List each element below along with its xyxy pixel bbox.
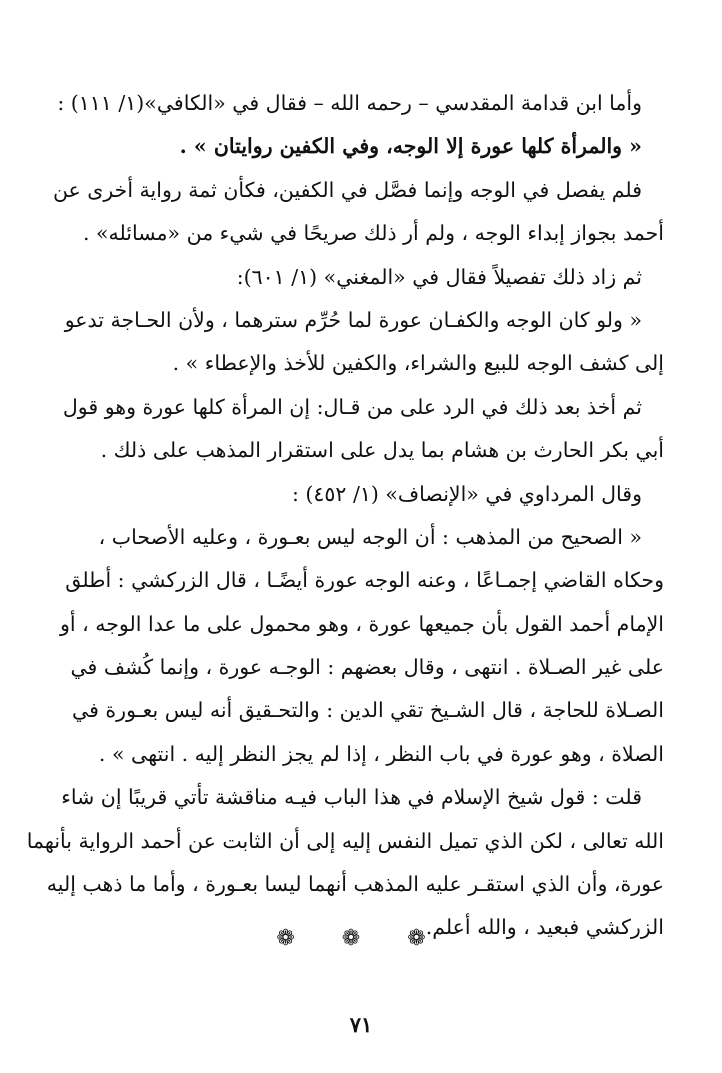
text-line: أبي بكر الحارث بن هشام بما يدل على استقرار المذهب على ذلك . (100, 438, 664, 463)
flower-ornament-icon: ❁ (341, 926, 381, 951)
text-line: ثم زاد ذلك تفصيلاً فقال في «المغني» (١/ ٦٠١): (236, 264, 642, 289)
text-line: أحمد بجواز إبداء الوجه ، ولم أر ذلك صريحًا في شيء من «مسائله» . (82, 221, 664, 246)
text-body (26, 82, 664, 950)
text-line: وقال المرداوي في «الإنصاف» (١/ ٤٥٢) : (291, 481, 642, 506)
ornament-divider (0, 926, 722, 951)
quote-line: وحكاه القاضي إجمـاعًا ، وعنه الوجه عورة أيضًـا ، قال الزركشي : أطلق (65, 568, 664, 593)
text-line: فلم يفصل في الوجه وإنما فصَّل في الكفين، فكأن ثمة رواية أخرى عن (52, 177, 642, 202)
text-line: عورة، وأن الذي استقـر عليه المذهب أنهما ليسا بعـورة ، وأما ما ذهب إليه (46, 872, 664, 897)
text-line: الله تعالى ، لكن الذي تميل النفس إليه إلى أن الثابت عن أحمد الرواية بأنهما (26, 828, 664, 853)
text-line: الزركشي فبعيد ، والله أعلم. (425, 915, 664, 940)
text-line: قلت : قول شيخ الإسلام في هذا الباب فيـه مناقشة تأتي قريبًا إن شاء (61, 785, 642, 810)
quote-line: الصـلاة للحاجة ، قال الشـيخ تقي الدين : والتحـقيق أنه ليس بعـورة في (72, 698, 664, 723)
text-line: وأما ابن قدامة المقدسي – رحمه الله – فقال في «الكافي»(١/ ١١١) : (57, 91, 642, 115)
page-number: ٧١ (349, 1012, 373, 1037)
text-line: ثم أخذ بعد ذلك في الرد على من قـال: إن المرأة كلها عورة وهو قول (62, 394, 642, 419)
quote-line: « الصحيح من المذهب : أن الوجه ليس بعـورة ، وعليه الأصحاب ، (98, 524, 642, 549)
quote-line: « والمرأة كلها عورة إلا الوجه، وفي الكفين روايتان » . (179, 134, 642, 159)
flower-ornament-icon: ❁ (407, 926, 446, 951)
flower-ornament-icon: ❁ (276, 926, 315, 951)
quote-line: « ولو كان الوجه والكفـان عورة لما حُرِّم سترهما ، ولأن الحـاجة تدعو (64, 307, 642, 332)
quote-line: إلى كشف الوجه للبيع والشراء، والكفين للأخذ والإعطاء » . (172, 351, 664, 376)
quote-line: الصلاة ، وهو عورة في باب النظر ، إذا لم يجز النظر إليه . انتهى » . (98, 741, 664, 766)
quote-line: الإمام أحمد القول بأن جميعها عورة ، وهو محمول على ما عدا الوجه ، أو (60, 611, 664, 636)
quote-line: على غير الصـلاة . انتهى ، وقال بعضهم : الوجـه عورة ، وإنما كُشف في (70, 655, 664, 680)
